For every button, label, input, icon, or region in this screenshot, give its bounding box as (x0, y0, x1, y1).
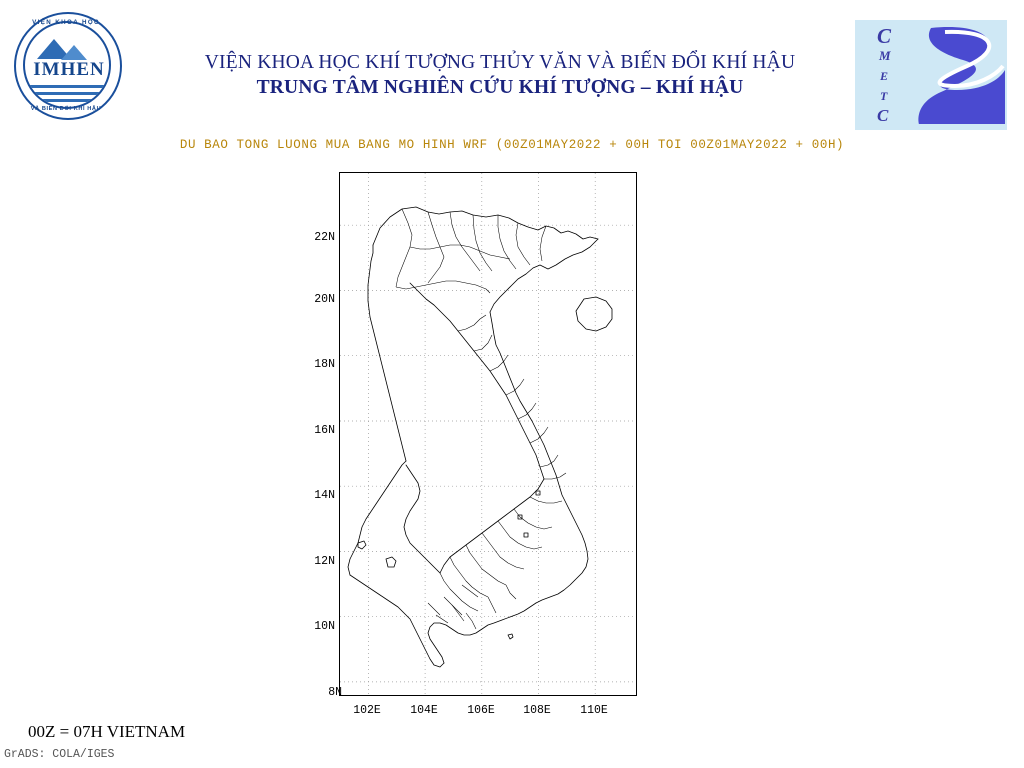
institute-title-line1: VIỆN KHOA HỌC KHÍ TƯỢNG THỦY VĂN VÀ BIẾN ĐỔI KHÍ HẬU (204, 52, 796, 73)
x-tick-110e: 110E (580, 704, 608, 717)
logo-arc-bottom-text: VÀ BIẾN ĐỔI KHÍ HẬU (30, 106, 102, 112)
cmetc-logo (855, 20, 1007, 130)
cmetc-swirl-icon (911, 20, 1007, 130)
plot-title: DU BAO TONG LUONG MUA BANG MO HINH WRF (00Z01MAY2022 + 00H TOI 00Z01MAY2022 + 00H) (179, 138, 845, 152)
y-tick-14n: 14N (314, 489, 335, 502)
y-tick-18n: 18N (314, 358, 335, 371)
page-header (0, 0, 1024, 130)
x-tick-104e: 104E (410, 704, 438, 717)
country-outlines (348, 207, 612, 667)
y-tick-16n: 16N (314, 424, 335, 437)
institute-title-line2: TRUNG TÂM NGHIÊN CỨU KHÍ TƯỢNG – KHÍ HẬU (256, 77, 744, 98)
imhen-logo (14, 12, 122, 120)
map-gridlines (340, 173, 636, 695)
imhen-wordmark: IMHEN (33, 59, 105, 80)
institute-title (150, 50, 850, 100)
y-tick-22n: 22N (314, 231, 335, 244)
map-plot-area (339, 172, 637, 696)
y-tick-12n: 12N (314, 555, 335, 568)
grads-credit: GrADS: COLA/IGES (4, 748, 115, 761)
cmetc-letter-t: T (880, 89, 888, 103)
vietnam-map (340, 173, 636, 695)
waves-icon (29, 81, 109, 105)
cmetc-letter-e: E (880, 69, 889, 83)
cmetc-letter-c1: C (877, 24, 892, 48)
cmetc-letter-m: M (879, 48, 891, 63)
mountain-secondary-icon (61, 45, 87, 60)
cmetc-letter-c2: C (877, 106, 889, 125)
y-tick-20n: 20N (314, 293, 335, 306)
x-tick-106e: 106E (467, 704, 495, 717)
province-boundaries (396, 209, 566, 629)
cmetc-letters (867, 26, 907, 126)
logo-arc-top-text: VIỆN KHOA HỌC (32, 19, 100, 26)
x-tick-102e: 102E (353, 704, 381, 717)
y-tick-8n: 8N (328, 686, 342, 699)
logo-inner-ring (23, 21, 111, 109)
y-tick-10n: 10N (314, 620, 335, 633)
x-tick-108e: 108E (523, 704, 551, 717)
timezone-note: 00Z = 07H VIETNAM (28, 722, 186, 741)
